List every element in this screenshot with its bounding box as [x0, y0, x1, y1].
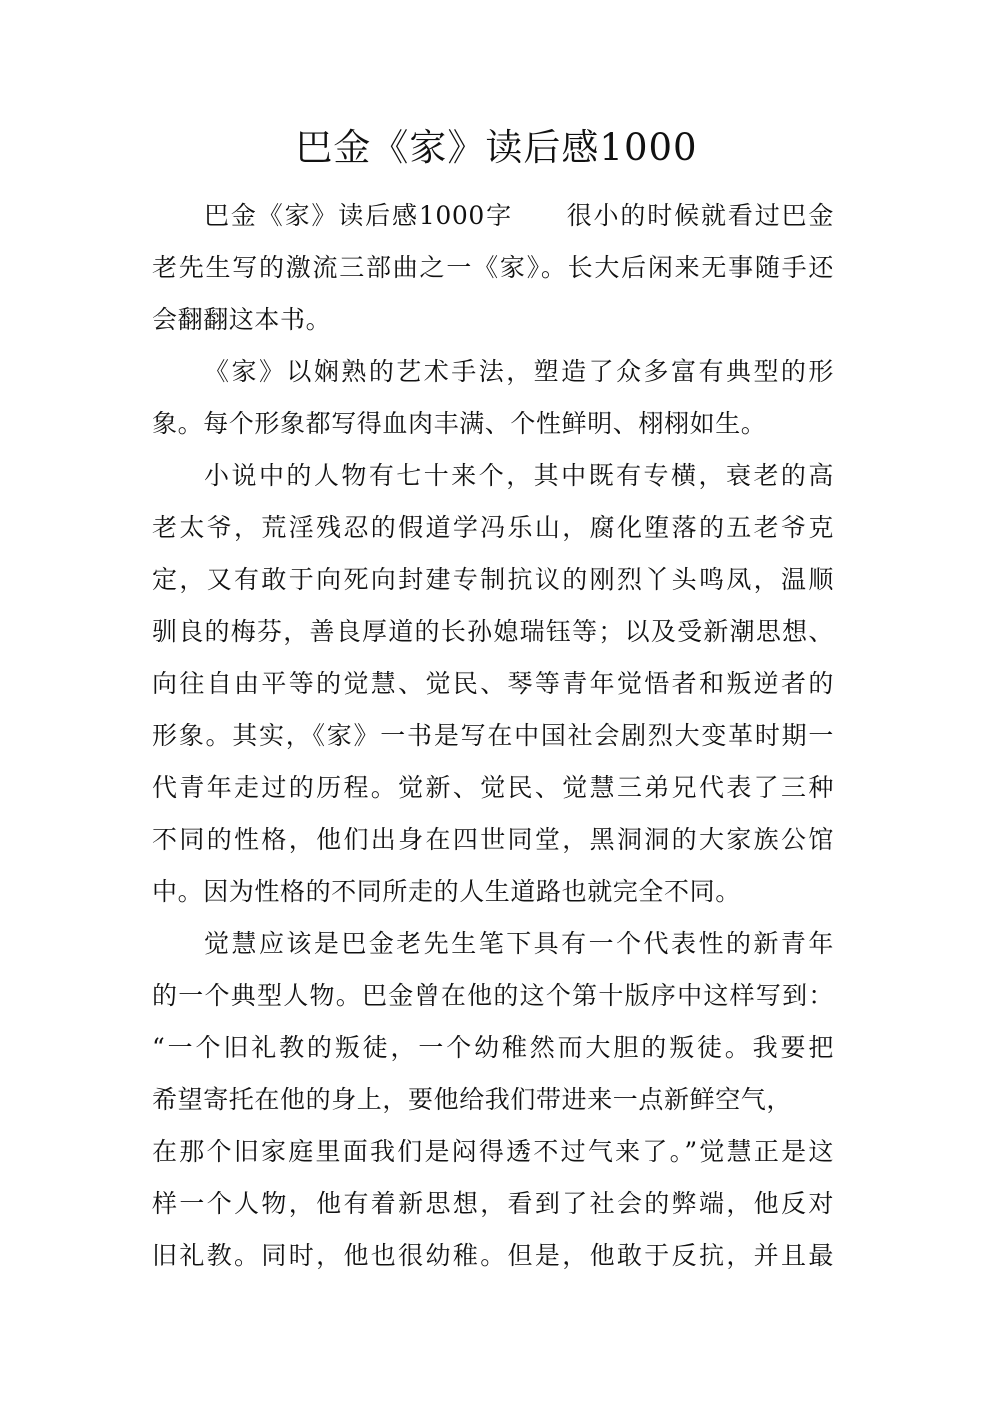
body-text-line: 老太爷，荒淫残忍的假道学冯乐山，腐化堕落的五老爷克 [152, 513, 834, 542]
body-text-line: 代青年走过的历程。觉新、觉民、觉慧三弟兄代表了三种 [152, 773, 834, 802]
body-text-line: 的一个典型人物。巴金曾在他的这个第十版序中这样写到： [152, 981, 834, 1010]
body-text-line: 形象。其实，《家》一书是写在中国社会剧烈大变革时期一 [152, 721, 834, 750]
document-title: 巴金《家》读后感1000 [295, 126, 698, 169]
body-text-line: 小说中的人物有七十来个，其中既有专横，衰老的高 [204, 461, 834, 490]
body-text-line: 会翻翻这本书。 [152, 305, 332, 334]
body-text-line: 定，又有敢于向死向封建专制抗议的刚烈丫头鸣凤，温顺 [152, 565, 834, 594]
body-text-line: “一个旧礼教的叛徒，一个幼稚然而大胆的叛徒。我要把 [152, 1033, 834, 1062]
body-text-line: 觉慧应该是巴金老先生笔下具有一个代表性的新青年 [204, 929, 834, 958]
body-text-line: 驯良的梅芬，善良厚道的长孙媳瑞钰等；以及受新潮思想、 [152, 617, 834, 646]
body-text-line: 《家》以娴熟的艺术手法，塑造了众多富有典型的形 [204, 357, 834, 386]
body-text-line: 在那个旧家庭里面我们是闷得透不过气来了。”觉慧正是这 [152, 1137, 834, 1166]
body-text-line: 象。每个形象都写得血肉丰满、个性鲜明、栩栩如生。 [152, 409, 767, 438]
body-text-line: 不同的性格，他们出身在四世同堂，黑洞洞的大家族公馆 [152, 825, 834, 854]
body-text-line: 向往自由平等的觉慧、觉民、琴等青年觉悟者和叛逆者的 [152, 669, 834, 698]
body-text-line: 旧礼教。同时，他也很幼稚。但是，他敢于反抗，并且最 [152, 1241, 834, 1270]
body-text-line: 巴金《家》读后感1000字 很小的时候就看过巴金 [204, 201, 834, 230]
body-text-line: 样一个人物，他有着新思想，看到了社会的弊端，他反对 [152, 1189, 834, 1218]
body-text-line: 希望寄托在他的身上，要他给我们带进来一点新鲜空气， [152, 1085, 793, 1114]
body-text-line: 老先生写的激流三部曲之一《家》。长大后闲来无事随手还 [152, 253, 834, 282]
body-text-line: 中。因为性格的不同所走的人生道路也就完全不同。 [152, 877, 741, 906]
